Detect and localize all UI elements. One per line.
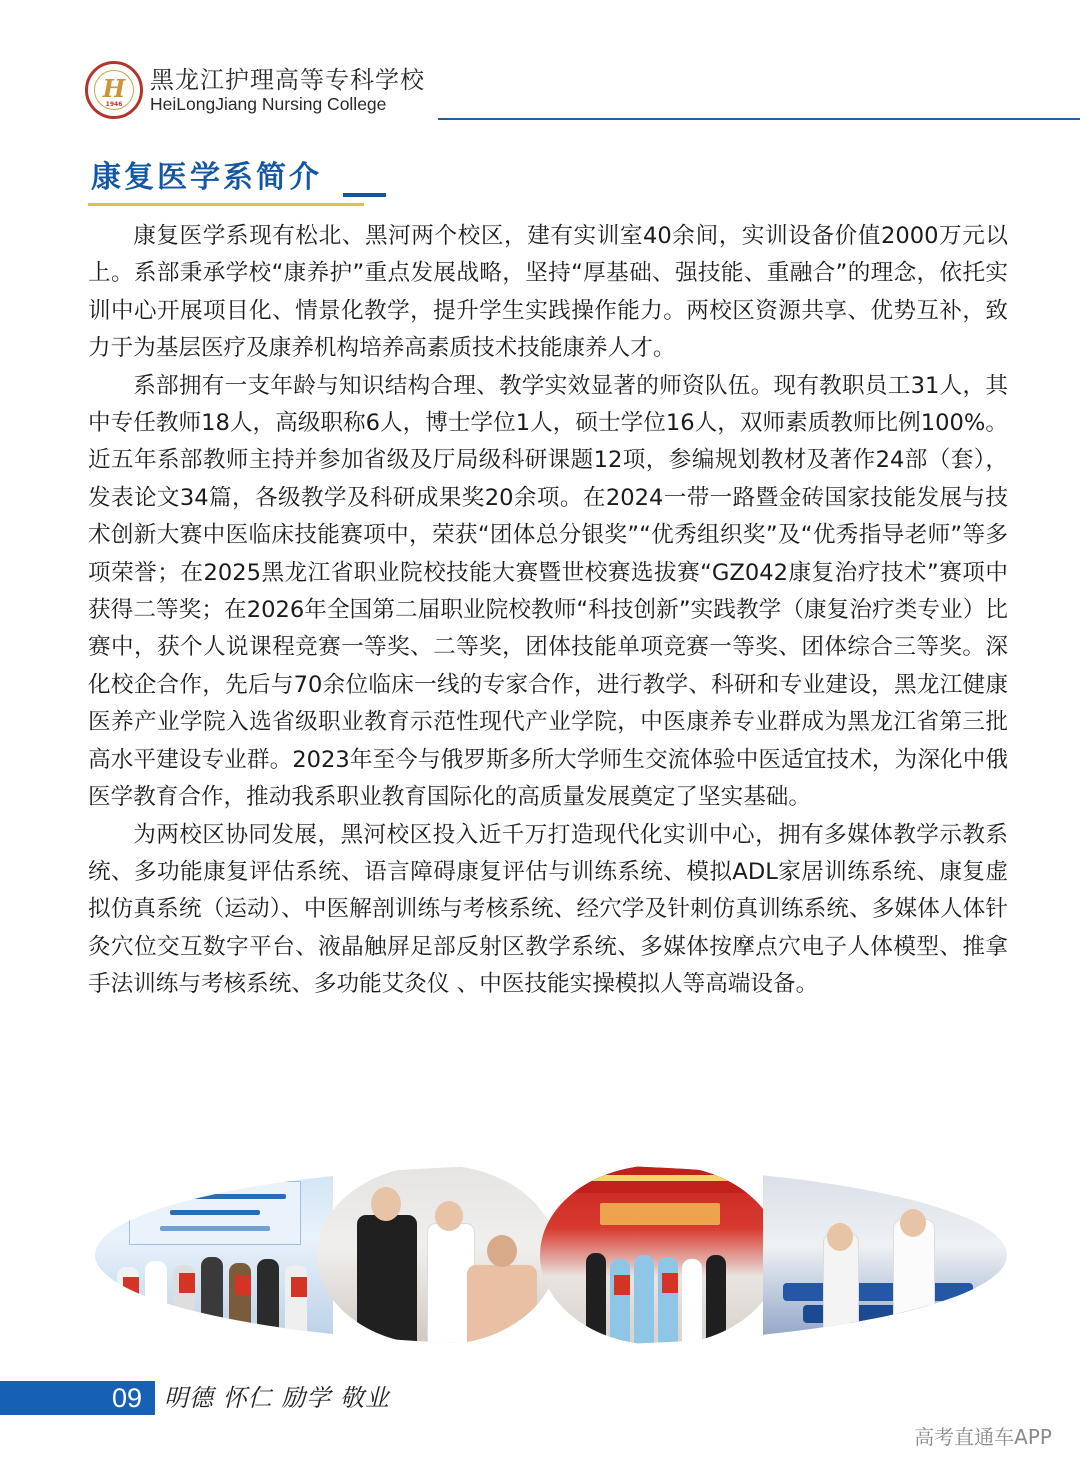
paragraph-1: 康复医学系现有松北、黑河两个校区，建有实训室40余间，实训设备价值2000万元以上。系部秉承学校“康养护”重点发展战略，坚持“厚基础、强技能、重融合”的理念，依托实训中心开展项目化、情景化教学，提升学生实践操作能力。两校区资源共享、优势互补，致力于为基层医疗及康养机构培养高素质技术技能康养人才。 — [88, 223, 1008, 362]
photo-rehab-training — [763, 1165, 1007, 1345]
school-motto: 明德 怀仁 励学 敬业 — [164, 1384, 390, 1412]
competition-banner — [570, 1165, 750, 1193]
section-title: 康复医学系简介 — [91, 160, 322, 195]
watermark-text: 高考直通车APP — [914, 1425, 1052, 1449]
photo-moxibustion-demo — [317, 1165, 557, 1345]
school-name-cn: 黑龙江护理高等专科学校 — [150, 66, 425, 94]
school-logo — [85, 61, 143, 119]
event-banner — [129, 1181, 301, 1245]
title-accent-bar — [343, 193, 386, 197]
photo-strip — [95, 1165, 1007, 1345]
article-body — [88, 218, 1008, 1004]
title-underline — [88, 203, 364, 206]
photo-award-ceremony — [95, 1165, 333, 1345]
logo-emblem-icon — [94, 70, 134, 110]
photo-skills-competition — [540, 1165, 780, 1345]
page-number: 09 — [111, 1383, 142, 1413]
logo-year: 1946 — [105, 101, 123, 108]
header-divider — [438, 118, 1080, 120]
school-name-en: HeiLongJiang Nursing College — [150, 94, 387, 114]
paragraph-3: 为两校区协同发展，黑河校区投入近千万打造现代化实训中心，拥有多媒体教学示教系统、多功能康复评估系统、语言障碍康复评估与训练系统、模拟ADL家居训练系统、康复虚拟仿真系统（运动）、中医解剖训练与考核系统、经穴学及针刺仿真训练系统、多媒体人体针灸穴位交互数字平台、液晶触屏足部反射区教学系统、多媒体按摩点穴电子人体模型、推拿手法训练与考核系统、多功能艾灸仪 、中医技能实操模拟人等高端设备。 — [88, 821, 1008, 998]
paragraph-2: 系部拥有一支年龄与知识结构合理、教学实效显著的师资队伍。现有教职员工31人，其中专任教师18人，高级职称6人，博士学位1人，硕士学位16人，双师素质教师比例100%。近五年系部教师主持并参加省级及厅局级科研课题12项，参编规划教材及著作24部（套），发表论文34篇，各级教学及科研成果奖20余项。在2024一带一路暨金砖国家技能发展与技术创新大赛中医临床技能赛项中，荣获“团体总分银奖”“优秀组织奖”及“优秀指导老师”等多项荣誉；在2025黑龙江省职业院校技能大赛暨世校赛选拔赛“GZ042康复治疗技术”赛项中获得二等奖；在2026年全国第二届职业院校教师“科技创新”实践教学（康复治疗类专业）比赛中，获个人说课程竞赛一等奖、二等奖，团体技能单项竞赛一等奖、团体综合三等奖。深化校企合作，先后与70余位临床一线的专家合作，进行教学、科研和专业建设，黑龙江健康医养产业学院入选省级职业教育示范性现代产业学院，中医康养专业群成为黑龙江省第三批高水平建设专业群。2023年至今与俄罗斯多所大学师生交流体验中医适宜技术，为深化中俄医学教育合作，推动我系职业教育国际化的高质量发展奠定了坚实基础。 — [88, 372, 1008, 811]
page-header — [0, 0, 1080, 130]
banner-text-block — [600, 1203, 720, 1225]
logo-letter: H — [102, 74, 126, 103]
